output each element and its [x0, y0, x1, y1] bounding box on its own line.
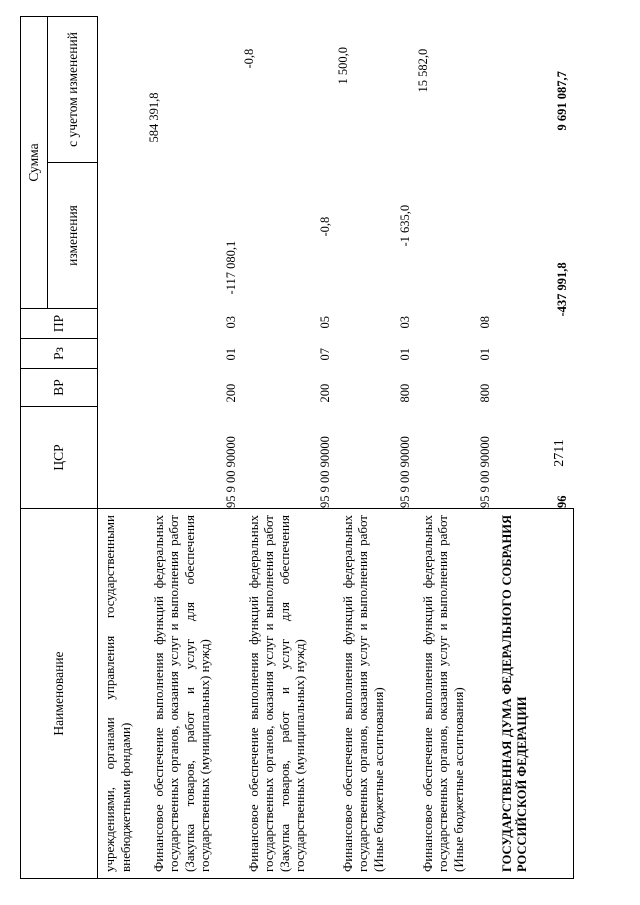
header-pr: ПР: [21, 309, 98, 339]
row-change: -437 991,8: [554, 262, 569, 317]
table-row: [147, 16, 242, 878]
row-name: ГОСУДАРСТВЕННАЯ ДУМА ФЕДЕРАЛЬНОГО СОБРАНИЯ РОССИЙСКОЙ ФЕДЕРАЦИИ: [496, 509, 574, 879]
row-pr: 03: [223, 316, 238, 329]
row-change: -0,8: [317, 216, 332, 237]
rotated-page-content: [20, 13, 620, 893]
row-code: 96: [554, 495, 569, 508]
row-total: 9 691 087,7: [554, 71, 569, 131]
row-total: 15 582,0: [415, 48, 430, 93]
header-sum: Сумма: [21, 16, 48, 308]
row-rz: 01: [223, 348, 238, 361]
row-total: 584 391,8: [146, 92, 161, 143]
header-csr: ЦСР: [21, 407, 98, 509]
row-total: -0,8: [241, 48, 256, 69]
row-total: 1 500,0: [335, 47, 350, 85]
row-change: -1 635,0: [397, 204, 412, 247]
row-vr: 200: [223, 383, 238, 403]
row-name: Финансовое обеспечение выполнения функций федеральных государственных органов, оказания услуг и выполнения работ (Закупка товаров, работ и услуг для обеспечения государственных (муниципальных) нужд): [147, 509, 242, 879]
header-name: Наименование: [21, 509, 98, 879]
row-name: Финансовое обеспечение выполнения функций федеральных государственных органов, оказания услуг и выполнения работ (Иные бюджетные ассигнования): [336, 509, 416, 879]
row-csr: 95 9 00 90000: [397, 436, 412, 508]
budget-table: [20, 16, 574, 879]
row-csr: 95 9 00 90000: [223, 436, 238, 508]
row-rz: 01: [397, 348, 412, 361]
header-with-changes: с учетом изменений: [48, 16, 98, 162]
table-row: [98, 16, 147, 878]
header-vr: ВР: [21, 369, 98, 407]
row-csr: 95 9 00 90000: [477, 436, 492, 508]
row-name: учреждениями, органами управления государственными внебюджетными фондами): [98, 509, 147, 879]
row-vr: 200: [317, 383, 332, 403]
row-vr: 800: [397, 383, 412, 403]
page-number: 2711: [552, 439, 567, 467]
row-rz: 07: [317, 348, 332, 361]
row-pr: 05: [317, 316, 332, 329]
table-row: [496, 16, 574, 878]
row-pr: 03: [397, 316, 412, 329]
row-name: Финансовое обеспечение выполнения функций федеральных государственных органов, оказания услуг и выполнения работ (Иные бюджетные ассигнования): [416, 509, 496, 879]
row-csr: 95 9 00 90000: [317, 436, 332, 508]
table-row: [242, 16, 336, 878]
table-row: [416, 16, 496, 878]
row-vr: 800: [477, 383, 492, 403]
row-change: -117 080,1: [223, 240, 238, 295]
row-rz: 01: [477, 348, 492, 361]
header-rz: Рз: [21, 339, 98, 369]
row-pr: 08: [477, 316, 492, 329]
table-row: [336, 16, 416, 878]
header-changes: изменения: [48, 163, 98, 309]
row-name: Финансовое обеспечение выполнения функций федеральных государственных органов, оказания услуг и выполнения работ (Закупка товаров, работ и услуг для обеспечения государственных (муниципальных) нужд): [242, 509, 336, 879]
